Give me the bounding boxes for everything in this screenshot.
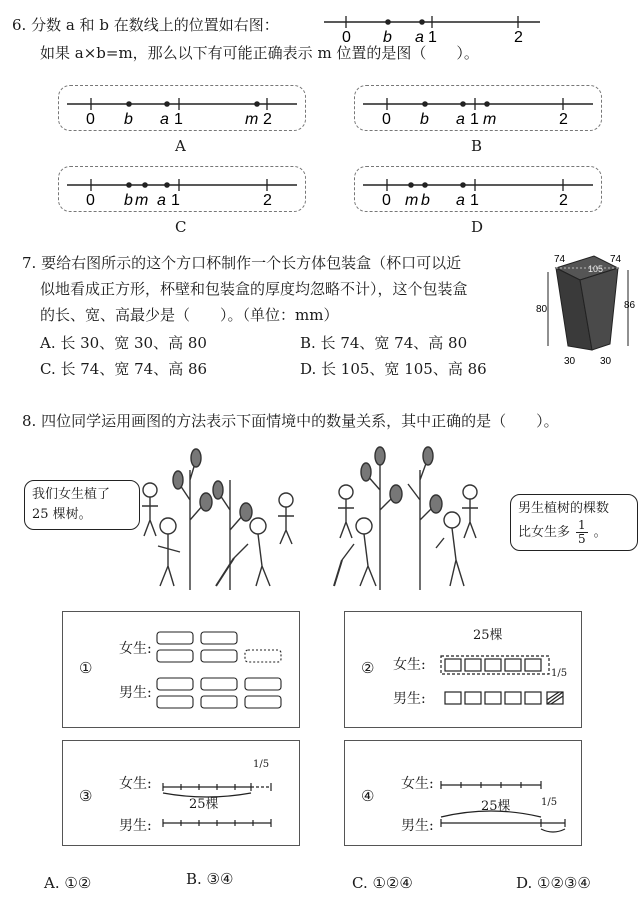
panel-1: [62, 611, 300, 728]
svg-text:1: 1: [470, 111, 479, 128]
q7-line2: 似地看成正方形，杯壁和包装盒的厚度均忽略不计），这个包装盒: [40, 280, 468, 298]
girls-bubble-line2: 25 棵树。: [32, 507, 92, 522]
girls-speech-bubble: [24, 480, 140, 530]
panel-4-segment-drawing: [437, 765, 577, 839]
boys-speech-bubble: 男生植树的棵数 比女生多 1 5 。: [510, 494, 638, 551]
boys-bubble-line1: 男生植树的棵数: [518, 501, 610, 516]
svg-text:105: 105: [588, 264, 604, 274]
q7-line3: 的长、宽、高最少是（ ）。（单位：mm）: [40, 306, 339, 324]
panel-1-groups-drawing: [155, 628, 295, 718]
panel-3-girls-label: 女生:: [119, 776, 152, 792]
square-cup-illustration: [536, 250, 640, 374]
panel-1-girls-label: 女生:: [119, 641, 152, 657]
q6-option-c-line: [59, 167, 305, 211]
q7-line1: 7. 要给右图所示的这个方口杯制作一个长方体包装盒（杯口可以近: [22, 254, 462, 272]
svg-text:0: 0: [382, 192, 391, 209]
panel-3-segment-drawing: [159, 765, 295, 839]
ref-label-b: b: [383, 29, 392, 44]
q6-line1: 6. 分数 a 和 b 在数线上的位置如右图：: [12, 16, 279, 34]
ref-label-0: 0: [342, 29, 351, 44]
q6-option-c-letter: C: [175, 218, 187, 236]
svg-text:2: 2: [263, 111, 272, 128]
panel-4: [344, 740, 582, 846]
q6-option-c-box[interactable]: [58, 166, 306, 212]
panel-2-number: ②: [361, 659, 375, 677]
panel-4-number: ④: [361, 787, 375, 805]
q7-choice-a[interactable]: A. 长 30、宽 30、高 80: [40, 334, 207, 352]
q6-option-b-box[interactable]: [354, 85, 602, 131]
svg-text:80: 80: [536, 304, 548, 315]
q7-choice-b[interactable]: B. 长 74、宽 74、高 80: [300, 334, 468, 352]
q6-option-d-box[interactable]: [354, 166, 602, 212]
svg-text:m: m: [245, 111, 259, 128]
panel-1-boys-label: 男生:: [119, 685, 152, 701]
svg-text:b: b: [124, 192, 133, 209]
q6-option-b-letter: B: [471, 137, 483, 155]
q7-choice-c[interactable]: C. 长 74、宽 74、高 86: [40, 360, 208, 378]
q6-line2: 如果 a×b=m，那么以下有可能正确表示 m 位置的是图（ ）。: [40, 44, 479, 62]
svg-text:b: b: [420, 111, 429, 128]
q6-option-d-letter: D: [471, 218, 484, 236]
one-fifth-fraction: 1 5: [578, 518, 586, 546]
q6-reference-number-line: [318, 8, 544, 44]
panel-2-girls-label: 女生:: [393, 657, 426, 673]
q6-option-a-line: [59, 86, 305, 130]
q6-option-d-line: [355, 167, 601, 211]
panel-3-fraction-label: 1/5: [253, 759, 270, 770]
svg-text:86: 86: [624, 300, 636, 311]
svg-text:0: 0: [86, 111, 95, 128]
svg-text:30: 30: [564, 356, 576, 367]
panel-4-fraction-label: 1/5: [541, 797, 558, 808]
ref-label-1: 1: [428, 29, 437, 44]
svg-text:b: b: [124, 111, 133, 128]
panel-4-count-label: 25棵: [481, 799, 511, 814]
boys-bubble-line2: 比女生多: [518, 524, 571, 540]
svg-text:m: m: [135, 192, 149, 209]
panel-4-girls-label: 女生:: [401, 776, 434, 792]
q6-option-a-letter: A: [175, 137, 186, 155]
panel-2-fraction-label: 1/5: [551, 668, 568, 679]
svg-text:0: 0: [86, 192, 95, 209]
q8-line1: 8. 四位同学运用画图的方法表示下面情境中的数量关系，其中正确的是（ ）。: [22, 412, 559, 430]
q8-choice-c[interactable]: C. ①②④: [352, 874, 413, 892]
girls-bubble-line1: 我们女生植了: [32, 487, 111, 502]
q8-choice-b[interactable]: B. ③④: [186, 870, 234, 888]
svg-text:a: a: [160, 111, 169, 128]
svg-text:74: 74: [554, 254, 566, 265]
svg-text:74: 74: [610, 254, 622, 265]
ref-label-a: a: [415, 29, 424, 44]
panel-2-blocks-drawing: [437, 642, 577, 722]
panel-3-number: ③: [79, 787, 93, 805]
panel-4-boys-label: 男生:: [401, 818, 434, 834]
svg-text:2: 2: [559, 111, 568, 128]
svg-text:1: 1: [470, 192, 479, 209]
svg-text:m: m: [405, 192, 419, 209]
svg-text:0: 0: [382, 111, 391, 128]
svg-text:1: 1: [171, 192, 180, 209]
q6-option-b-line: [355, 86, 601, 130]
svg-text:2: 2: [263, 192, 272, 209]
q8-choice-a[interactable]: A. ①②: [44, 874, 92, 892]
panel-2-count-label: 25棵: [473, 628, 503, 643]
q8-choice-d[interactable]: D. ①②③④: [516, 874, 591, 892]
panel-2: [344, 611, 582, 728]
panel-1-number: ①: [79, 659, 93, 677]
svg-text:a: a: [157, 192, 166, 209]
svg-text:30: 30: [600, 356, 612, 367]
svg-text:b: b: [421, 192, 430, 209]
q7-choice-d[interactable]: D. 长 105、宽 105、高 86: [300, 360, 487, 378]
svg-text:a: a: [456, 192, 465, 209]
svg-text:a: a: [456, 111, 465, 128]
panel-3-count-label: 25棵: [189, 797, 219, 812]
ref-label-2: 2: [514, 29, 523, 44]
panel-2-boys-label: 男生:: [393, 691, 426, 707]
svg-text:m: m: [483, 111, 497, 128]
svg-text:1: 1: [174, 111, 183, 128]
panel-3: [62, 740, 300, 846]
svg-text:2: 2: [559, 192, 568, 209]
q6-option-a-box[interactable]: [58, 85, 306, 131]
panel-3-boys-label: 男生:: [119, 818, 152, 834]
